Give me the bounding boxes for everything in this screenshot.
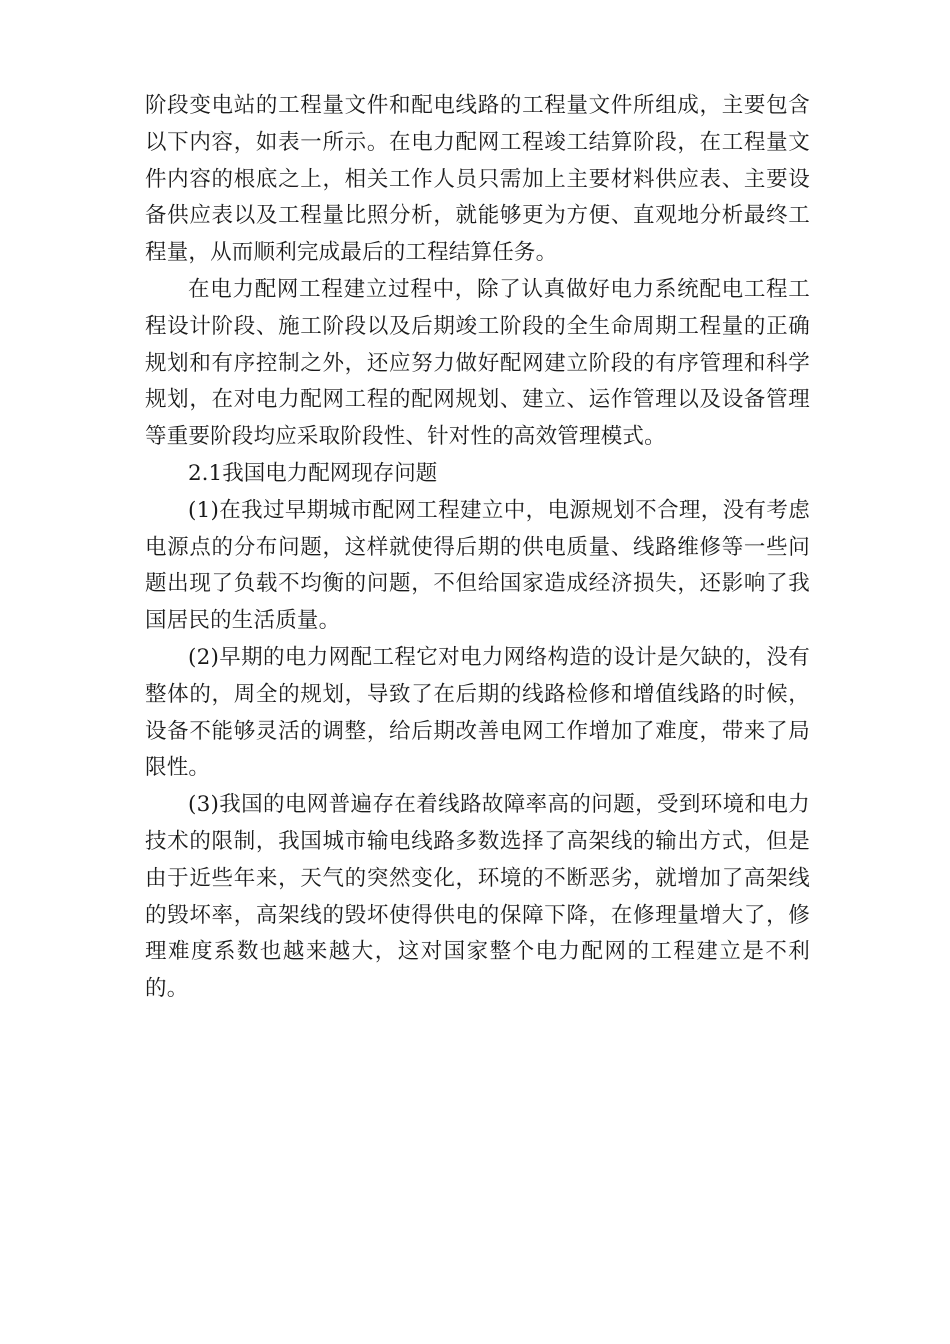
paragraph-issue-2: (2)早期的电力网配工程它对电力网络构造的设计是欠缺的，没有整体的，周全的规划，导致了在后期的线路检修和增值线路的时候，设备不能够灵活的调整，给后期改善电网工作增加了难度，带来了局限性。	[145, 644, 810, 781]
paragraph-issue-3: (3)我国的电网普遍存在着线路故障率高的问题，受到环境和电力技术的限制，我国城市输电线路多数选择了高架线的输出方式，但是由于近些年来，天气的突然变化，环境的不断恶劣，就增加了高架线的毁坏率，高架线的毁坏使得供电的保障下降，在修理量增大了，修理难度系数也越来越大，这对国家整个电力配网的工程建立是不利的。	[145, 792, 810, 1002]
document-page	[145, 88, 810, 1008]
paragraph-issue-1: (1)在我过早期城市配网工程建立中，电源规划不合理，没有考虑电源点的分布问题，这样就使得后期的供电质量、线路维修等一些问题出现了负载不均衡的问题，不但给国家造成经济损失，还影响了我国居民的生活质量。	[145, 497, 810, 634]
section-heading: 2.1我国电力配网现存问题	[188, 460, 438, 486]
paragraph-construction-management: 在电力配网工程建立过程中，除了认真做好电力系统配电工程工程设计阶段、施工阶段以及后期竣工阶段的全生命周期工程量的正确规划和有序控制之外，还应努力做好配网建立阶段的有序管理和科学规划，在对电力配网工程的配网规划、建立、运作管理以及设备管理等重要阶段均应采取阶段性、针对性的高效管理模式。	[145, 276, 810, 450]
paragraph-continuation: 阶段变电站的工程量文件和配电线路的工程量文件所组成，主要包含以下内容，如表一所示。在电力配网工程竣工结算阶段，在工程量文件内容的根底之上，相关工作人员只需加上主要材料供应表、主要设备供应表以及工程量比照分析，就能够更为方便、直观地分析最终工程量，从而顺利完成最后的工程结算任务。	[145, 93, 810, 266]
